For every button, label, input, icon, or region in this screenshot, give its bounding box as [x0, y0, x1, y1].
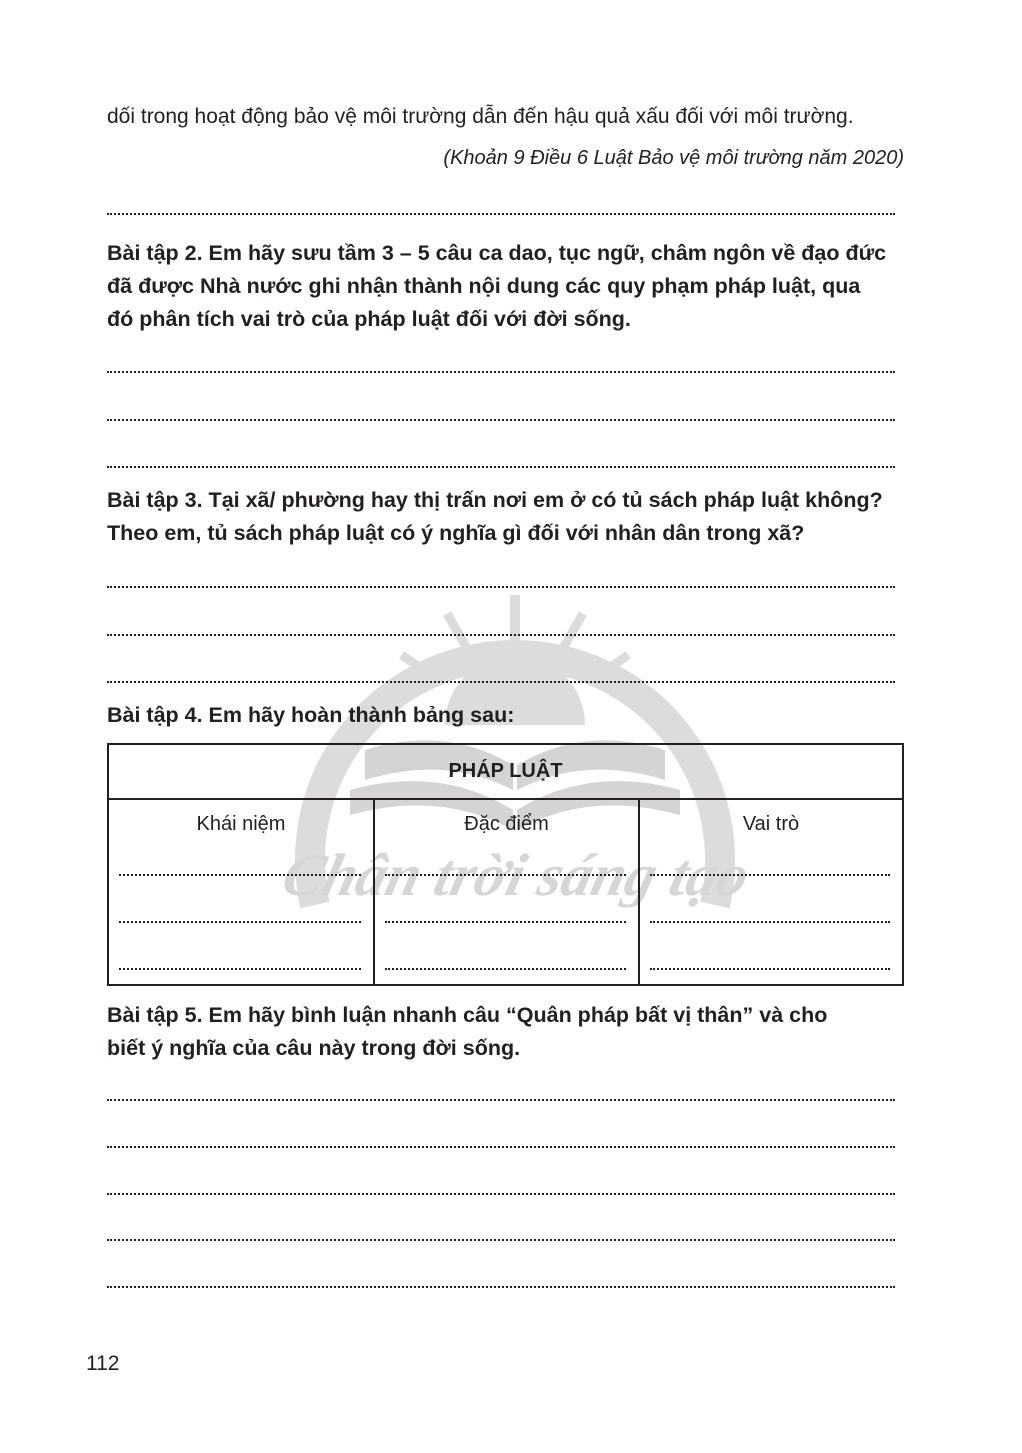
table-answer-line[interactable]: [119, 964, 361, 970]
column-header: Khái niệm: [196, 813, 286, 835]
watermark-text: Chân trời sáng tạo: [275, 842, 757, 909]
table-answer-line[interactable]: [650, 964, 890, 970]
answer-line[interactable]: [107, 365, 895, 373]
exercise-5-heading: [107, 999, 907, 1065]
table-answer-line[interactable]: [650, 870, 890, 876]
table-column-concept: [109, 798, 375, 984]
table-title: PHÁP LUẬT: [109, 745, 902, 800]
answer-line[interactable]: [107, 460, 895, 468]
answer-line[interactable]: [107, 675, 895, 683]
answer-line[interactable]: [107, 1280, 895, 1288]
answer-line[interactable]: [107, 207, 895, 215]
exercise-2-heading: [107, 237, 907, 336]
law-table: [107, 743, 904, 986]
table-column-role: [640, 798, 902, 984]
answer-line[interactable]: [107, 580, 895, 588]
exercise-2-line-3: đó phân tích vai trò của pháp luật đối với đời sống.: [107, 307, 631, 331]
exercise-2-line-2: đã được Nhà nước ghi nhận thành nội dung các quy phạm pháp luật, qua: [107, 274, 861, 298]
table-answer-line[interactable]: [650, 917, 890, 923]
answer-line[interactable]: [107, 1233, 895, 1241]
column-header: Đặc điểm: [464, 813, 549, 835]
table-answer-line[interactable]: [385, 964, 626, 970]
page-number: 112: [86, 1352, 120, 1375]
exercise-5-line-2: biết ý nghĩa của câu này trong đời sống.: [107, 1036, 521, 1060]
table-answer-line[interactable]: [385, 870, 626, 876]
table-answer-line[interactable]: [385, 917, 626, 923]
exercise-3-line-2: Theo em, tủ sách pháp luật có ý nghĩa gì đối với nhân dân trong xã?: [107, 521, 805, 545]
table-column-features: [375, 798, 640, 984]
exercise-2-line-1: Bài tập 2. Em hãy sưu tầm 3 – 5 câu ca dao, tục ngữ, châm ngôn về đạo đức: [107, 241, 887, 265]
exercise-3-line-1: Bài tập 3. Tại xã/ phường hay thị trấn nơi em ở có tủ sách pháp luật không?: [107, 488, 883, 512]
answer-line[interactable]: [107, 1187, 895, 1195]
exercise-5-line-1: Bài tập 5. Em hãy bình luận nhanh câu “Quân pháp bất vị thân” và cho: [107, 1003, 828, 1027]
answer-line[interactable]: [107, 1093, 895, 1101]
intro-citation: (Khoản 9 Điều 6 Luật Bảo vệ môi trường năm 2020): [443, 147, 904, 169]
table-answer-line[interactable]: [119, 870, 361, 876]
answer-line[interactable]: [107, 413, 895, 421]
table-answer-line[interactable]: [119, 917, 361, 923]
exercise-3-heading: [107, 484, 907, 550]
answer-line[interactable]: [107, 1140, 895, 1148]
answer-line[interactable]: [107, 628, 895, 636]
column-header: Vai trò: [742, 813, 800, 835]
exercise-4-heading: Bài tập 4. Em hãy hoàn thành bảng sau:: [107, 703, 515, 727]
intro-line: dối trong hoạt động bảo vệ môi trường dẫn đến hậu quả xấu đối với môi trường.: [107, 105, 854, 128]
